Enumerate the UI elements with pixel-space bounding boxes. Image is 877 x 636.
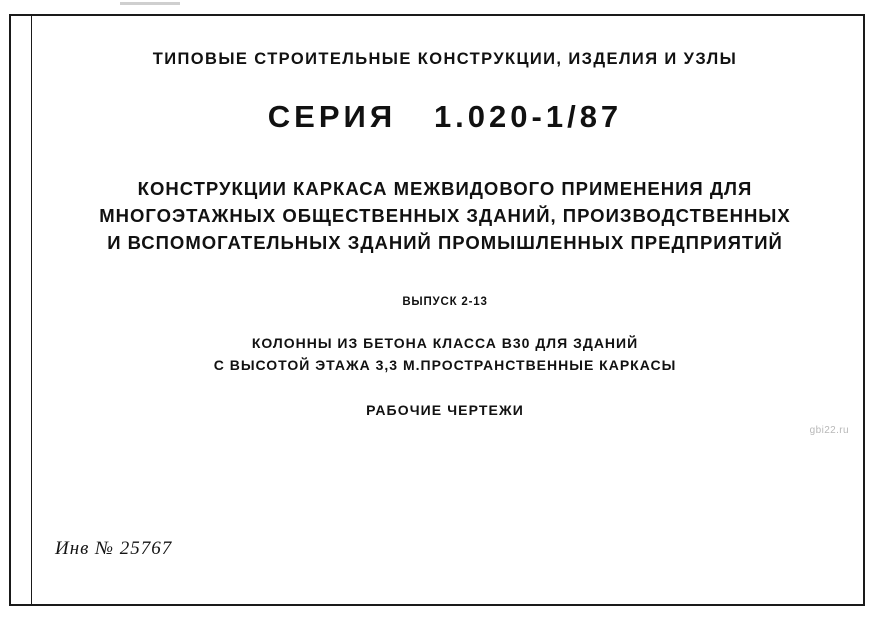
- document-title-line-2: МНОГОЭТАЖНЫХ ОБЩЕСТВЕННЫХ ЗДАНИЙ, ПРОИЗВОДСТВЕННЫХ: [99, 205, 791, 226]
- drawing-frame-left-margin-rule: [31, 14, 32, 606]
- title-block: [40, 20, 850, 600]
- document-subtitle-line-1: КОЛОННЫ ИЗ БЕТОНА КЛАССА В30 ДЛЯ ЗДАНИЙ: [251, 335, 639, 351]
- watermark: gbi22.ru: [809, 425, 849, 436]
- document-title-line-1: КОНСТРУКЦИИ КАРКАСА МЕЖВИДОВОГО ПРИМЕНЕНИЯ ДЛЯ: [137, 178, 753, 199]
- document-title-line-3: И ВСПОМОГАТЕЛЬНЫХ ЗДАНИЙ ПРОМЫШЛЕННЫХ ПРЕДПРИЯТИЙ: [107, 232, 783, 253]
- document-header: ТИПОВЫЕ СТРОИТЕЛЬНЫЕ КОНСТРУКЦИИ, ИЗДЕЛИЯ И УЗЛЫ: [152, 50, 738, 68]
- inventory-number: Инв № 25767: [55, 538, 173, 559]
- document-subtitle-line-2: С ВЫСОТОЙ ЭТАЖА 3,3 М.ПРОСТРАНСТВЕННЫЕ КАРКАСЫ: [213, 357, 677, 373]
- document-subtitle: [40, 332, 850, 376]
- scan-edge-artifact: [120, 2, 180, 5]
- issue-number: ВЫПУСК 2-13: [402, 296, 488, 308]
- series-number: СЕРИЯ 1.020-1/87: [267, 99, 623, 134]
- drawing-type: РАБОЧИЕ ЧЕРТЕЖИ: [366, 402, 524, 418]
- document-title: [40, 175, 850, 256]
